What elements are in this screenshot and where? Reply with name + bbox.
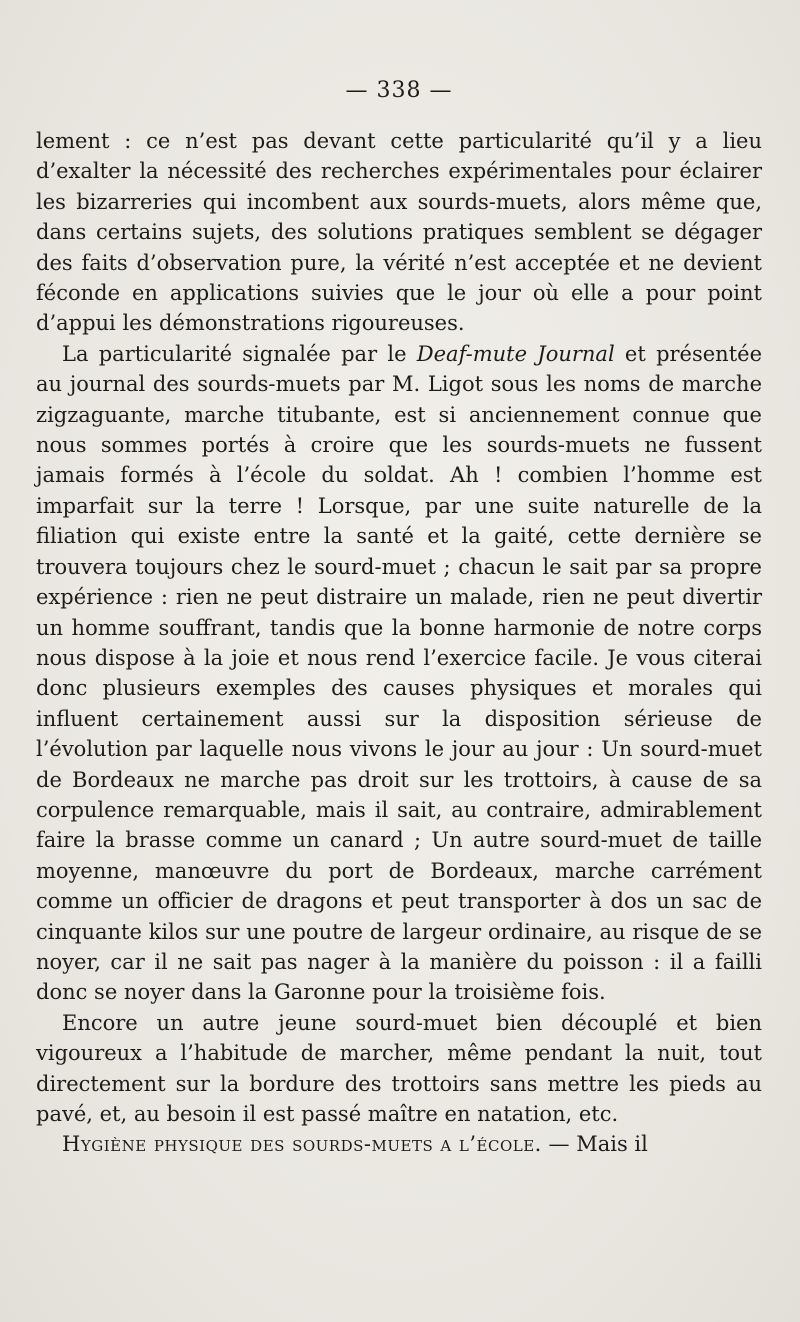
paragraph-3: Encore un autre jeune sourd-muet bien découplé et bien vigoureux a l’habitude de marcher, même pendant la nuit, tout directement sur la bordure des trottoirs sans mettre les pieds au pavé, et, au besoin il est passé maître en natation, etc. — [36, 1010, 762, 1126]
paragraph-4 — [36, 1129, 762, 1159]
journal-title: Deaf-mute Journal — [416, 341, 615, 366]
paragraph-4-rest: — Mais il — [541, 1132, 648, 1157]
paragraph-2-start: La particularité signalée par le — [62, 341, 417, 366]
page-number: — 338 — — [345, 78, 453, 103]
paragraph-2 — [36, 339, 762, 1008]
paragraph-2-rest: et présentée au journal des sourds-muets par M. Ligot sous les noms de marche zigzaguante, marche titubante, est si anciennement connue que nous sommes portés à croire que les sourds-muets ne fussent jamais formés à l’école du soldat. Ah ! combien l’homme est imparfait sur la terre ! Lorsque, par une suite naturelle de la filiation qui existe entre la santé et la gaité, cette dernière se trouvera toujours chez le sourd-muet ; chacun le sait par sa propre expérience : rien ne peut distraire un malade, rien ne peut divertir un homme souffrant, tandis que la bonne harmonie de notre corps nous dispose à la joie et nous rend l’exercice facile. Je vous citerai donc plusieurs exemples des causes physiques et morales qui influent certainement aussi sur la disposition sérieuse de l’évolution par laquelle nous vivons le jour au jour : Un sourd-muet de Bordeaux ne marche pas droit sur les trottoirs, à cause de sa corpulence remarquable, mais il sait, au contraire, admirablement faire la brasse comme un canard ; Un autre sourd-muet de taille moyenne, manœuvre du port de Bordeaux, marche carrément comme un officier de dragons et peut transporter à dos un sac de cinquante kilos sur une poutre de largeur ordinaire, au risque de se noyer, car il ne sait pas nager à la manière du poisson : il a failli donc se noyer dans la Garonne pour la troisième fois. — [36, 341, 763, 1005]
section-heading: Hygiène physique des sourds-muets a l’école. — [62, 1132, 542, 1157]
paragraph-1: lement : ce n’est pas devant cette particularité qu’il y a lieu d’exalter la nécessité des recherches expérimentales pour éclairer les bizarreries qui incombent aux sourds-muets, alors même que, dans certains sujets, des solutions pratiques semblent se dégager des faits d’observation pure, la vérité n’est acceptée et ne devient féconde en applications suivies que le jour où elle a pour point d’appui les démonstrations rigoureuses. — [36, 129, 762, 336]
